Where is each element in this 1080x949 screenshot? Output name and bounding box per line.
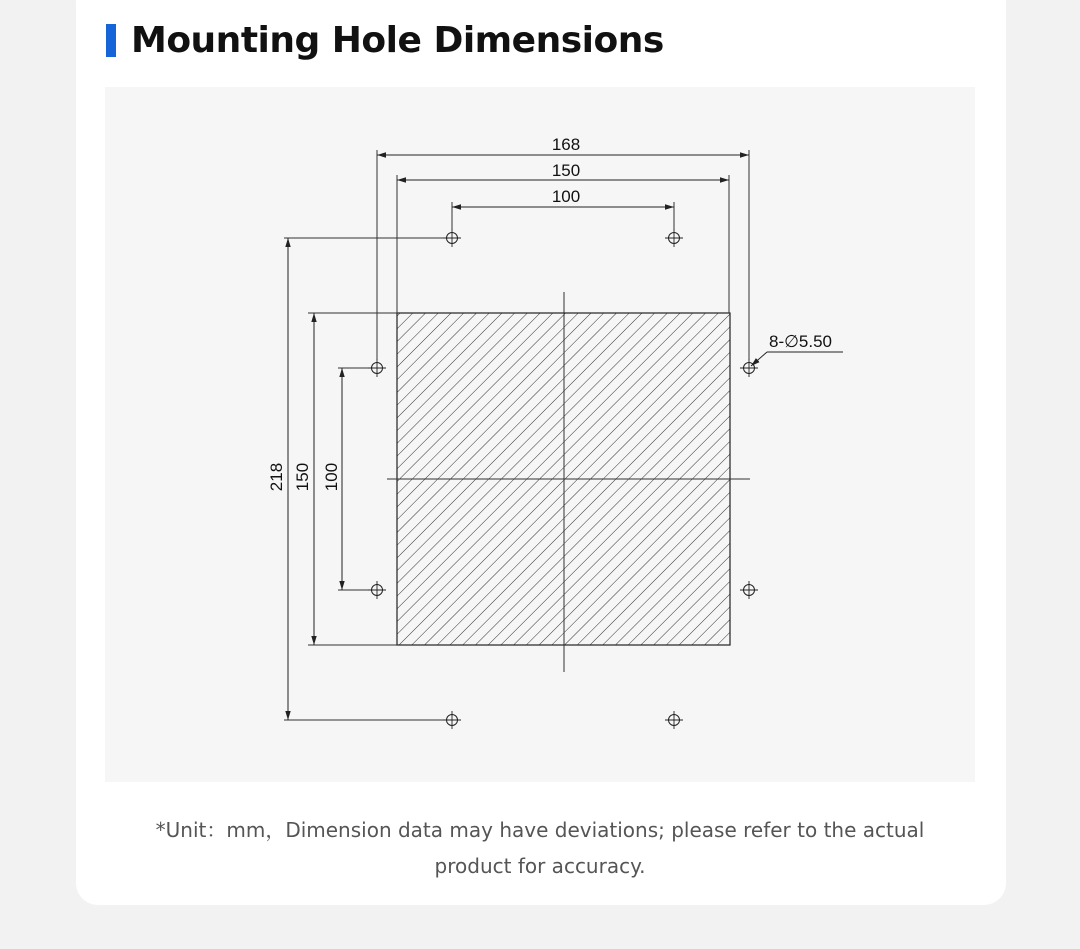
mounting-hole (443, 711, 461, 729)
section-title: Mounting Hole Dimensions (131, 20, 664, 61)
mounting-hole (665, 711, 683, 729)
unit-note (105, 812, 975, 884)
dim-label-top-168: 168 (551, 135, 581, 154)
dim-label-top-100: 100 (551, 187, 581, 206)
hole-callout-label: 8-∅5.50 (769, 332, 833, 351)
mounting-hole (368, 581, 386, 599)
unit-note-line-2: product for accuracy. (434, 854, 646, 878)
dim-label-left-218: 218 (267, 462, 286, 492)
mounting-hole-diagram (105, 87, 975, 782)
mounting-hole (443, 229, 461, 247)
dim-label-left-100: 100 (322, 462, 341, 492)
unit-note-line-1: *Unit：mm，Dimension data may have deviations; please refer to the actual (155, 818, 925, 842)
dim-label-left-150: 150 (293, 462, 312, 492)
dim-label-top-150: 150 (551, 161, 581, 180)
mounting-hole (665, 229, 683, 247)
title-accent-bar (106, 24, 116, 57)
mounting-hole (368, 359, 386, 377)
hole-callout-leader (751, 352, 843, 366)
diagram-panel (105, 87, 975, 782)
mounting-hole (740, 581, 758, 599)
